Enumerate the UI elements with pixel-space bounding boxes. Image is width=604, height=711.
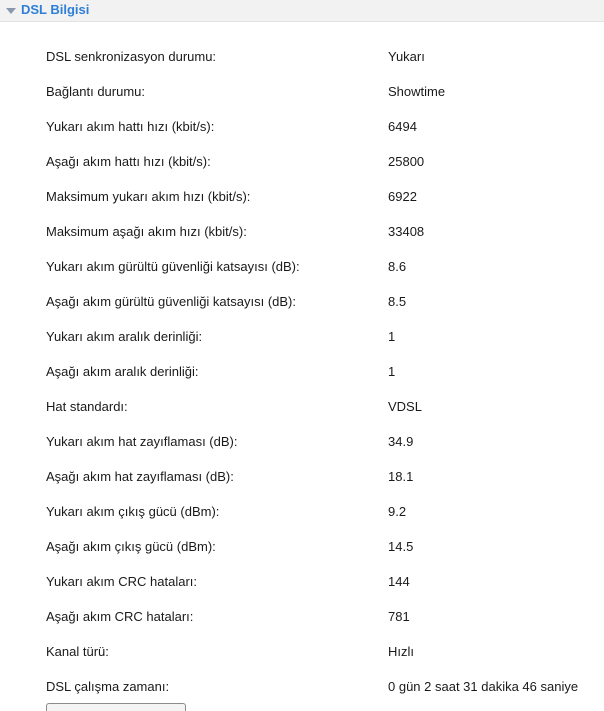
- info-row: [0, 634, 604, 669]
- info-label: Aşağı akım hat zayıflaması (dB):: [46, 469, 234, 484]
- info-value: 9.2: [388, 504, 407, 519]
- info-row: [0, 529, 604, 564]
- info-value: 25800: [388, 154, 425, 169]
- info-row: [0, 39, 604, 74]
- info-label: Hat standardı:: [46, 399, 128, 414]
- info-label: Yukarı akım hattı hızı (kbit/s):: [46, 119, 215, 134]
- info-row: [0, 144, 604, 179]
- info-row: [0, 319, 604, 354]
- info-label: Maksimum aşağı akım hızı (kbit/s):: [46, 224, 247, 239]
- panel-title: DSL Bilgisi: [21, 2, 90, 17]
- info-label: Yukarı akım çıkış gücü (dBm):: [46, 504, 220, 519]
- info-row: [0, 179, 604, 214]
- info-value: 34.9: [388, 434, 414, 449]
- info-value: Yukarı: [388, 49, 425, 64]
- info-label: Yukarı akım hat zayıflaması (dB):: [46, 434, 238, 449]
- info-label: Maksimum yukarı akım hızı (kbit/s):: [46, 189, 251, 204]
- info-row: [0, 599, 604, 634]
- info-value: 6922: [388, 189, 417, 204]
- info-value: 6494: [388, 119, 417, 134]
- info-row: [0, 109, 604, 144]
- info-row: [0, 424, 604, 459]
- info-label: Aşağı akım CRC hataları:: [46, 609, 194, 624]
- info-value: 14.5: [388, 539, 414, 554]
- info-row: [0, 74, 604, 109]
- info-label: Yukarı akım gürültü güvenliği katsayısı (dB):: [46, 259, 300, 274]
- info-value: 8.5: [388, 294, 407, 309]
- caret-down-icon: [6, 8, 16, 14]
- info-value: Showtime: [388, 84, 446, 99]
- info-value: 1: [388, 364, 396, 379]
- info-value: 33408: [388, 224, 425, 239]
- info-value: 144: [388, 574, 410, 589]
- info-value: 18.1: [388, 469, 414, 484]
- dsl-info-list: [0, 39, 604, 704]
- info-label: Bağlantı durumu:: [46, 84, 146, 99]
- info-value: 781: [388, 609, 410, 624]
- info-row: [0, 354, 604, 389]
- info-value: VDSL: [388, 399, 422, 414]
- refresh-button[interactable]: [46, 703, 186, 711]
- info-label: Aşağı akım hattı hızı (kbit/s):: [46, 154, 211, 169]
- info-label: Aşağı akım gürültü güvenliği katsayısı (dB):: [46, 294, 297, 309]
- dsl-info-toggle[interactable]: [6, 0, 89, 20]
- info-row: [0, 564, 604, 599]
- info-row: [0, 214, 604, 249]
- info-label: Yukarı akım CRC hataları:: [46, 574, 197, 589]
- info-row: [0, 249, 604, 284]
- info-label: Kanal türü:: [46, 644, 109, 659]
- info-value: 0 gün 2 saat 31 dakika 46 saniye: [388, 679, 579, 694]
- info-value: Hızlı: [388, 644, 414, 659]
- info-label: DSL çalışma zamanı:: [46, 679, 170, 694]
- info-label: Aşağı akım aralık derinliği:: [46, 364, 199, 379]
- info-value: 8.6: [388, 259, 407, 274]
- info-row: [0, 669, 604, 704]
- info-row: [0, 389, 604, 424]
- info-row: [0, 494, 604, 529]
- info-label: Yukarı akım aralık derinliği:: [46, 329, 203, 344]
- panel-header: [0, 0, 604, 22]
- info-label: DSL senkronizasyon durumu:: [46, 49, 217, 64]
- info-row: [0, 459, 604, 494]
- info-row: [0, 284, 604, 319]
- info-value: 1: [388, 329, 396, 344]
- info-label: Aşağı akım çıkış gücü (dBm):: [46, 539, 216, 554]
